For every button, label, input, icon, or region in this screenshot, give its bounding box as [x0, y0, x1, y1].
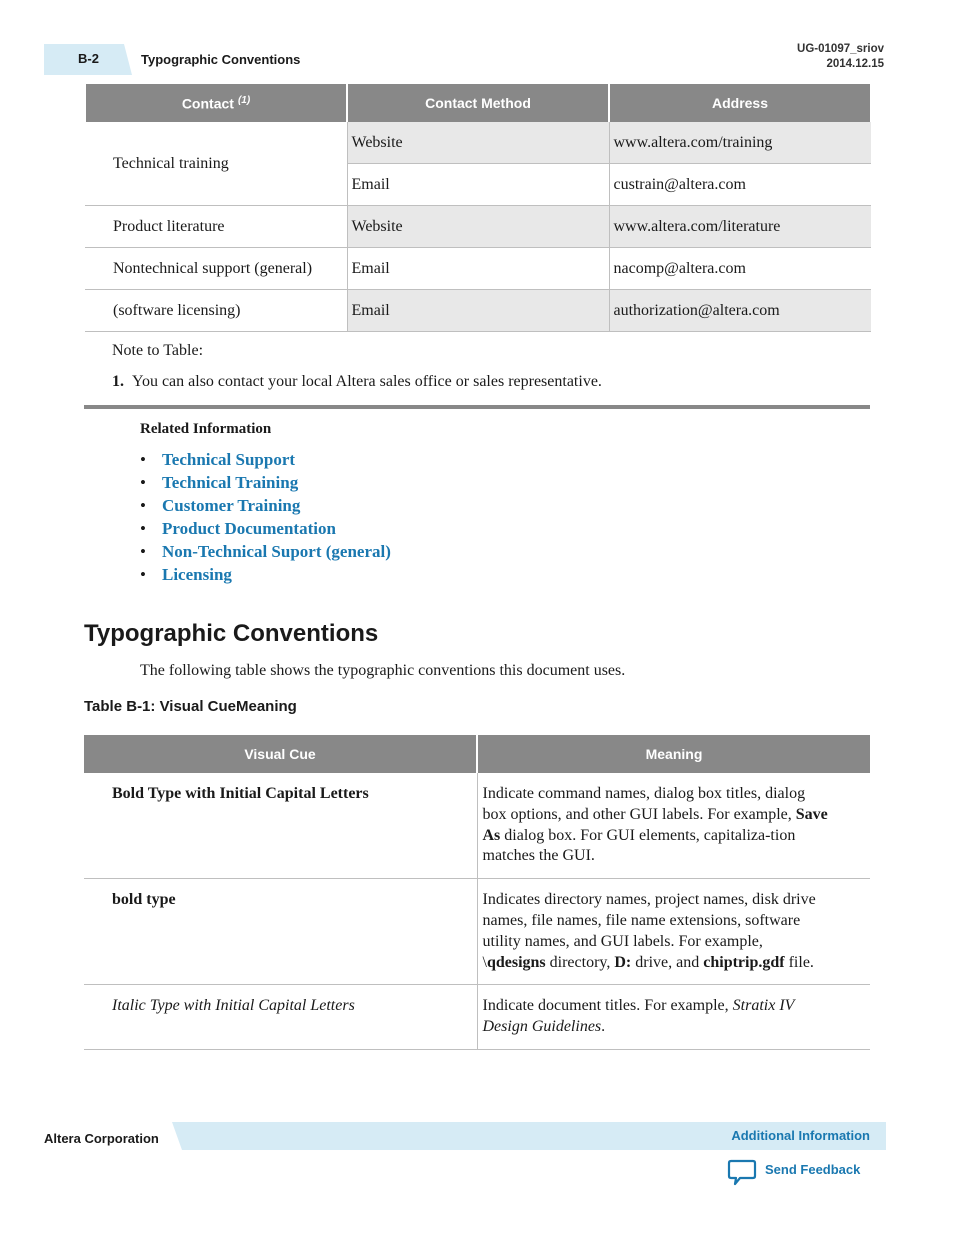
note-number: 1. [112, 373, 124, 390]
table-caption: Table B-1: Visual CueMeaning [84, 698, 297, 715]
table-row [85, 122, 871, 164]
col-header-address: Address [609, 84, 871, 122]
address-cell: nacomp@altera.com [609, 248, 871, 290]
address-cell: custrain@altera.com [609, 164, 871, 206]
visual-cue-cell: bold type [84, 879, 477, 985]
meaning-cell: Indicate command names, dialog box titles, dialog box options, and other GUI labels. For example, Save As dialog box. For GUI elements, capitaliza-tion matches the GUI. [477, 773, 870, 879]
col-header-method: Contact Method [347, 84, 609, 122]
meaning-cell: Indicates directory names, project names, disk drive names, file names, file name extensions, software utility names, and GUI labels. For example, \qdesigns directory, D: drive, and chiptrip.gdf file. [477, 879, 870, 985]
visual-cue-table [84, 735, 870, 1050]
doc-id: UG-01097_sriov [797, 43, 884, 55]
related-link-customer-training[interactable]: • Customer Training [140, 496, 301, 515]
table-row [85, 206, 871, 248]
note-text: You can also contact your local Altera sales office or sales representative. [132, 373, 602, 390]
footer-company: Altera Corporation [44, 1131, 159, 1146]
method-cell: Email [347, 164, 609, 206]
table-note-label: Note to Table: [112, 342, 204, 359]
table-note [112, 373, 602, 391]
footnote-marker: (1) [237, 94, 251, 106]
table-row [85, 290, 871, 332]
method-cell: Website [347, 122, 609, 164]
table-row [85, 248, 871, 290]
address-cell: www.altera.com/training [609, 122, 871, 164]
section-divider [84, 405, 870, 409]
section-heading: Typographic Conventions [84, 620, 379, 647]
page-number: B-2 [78, 51, 99, 66]
contact-cell: Product literature [85, 206, 347, 248]
bullet: • [140, 473, 146, 492]
contact-cell: (software licensing) [85, 290, 347, 332]
contact-table [84, 84, 872, 332]
method-cell: Email [347, 248, 609, 290]
table-row [84, 773, 870, 879]
doc-date: 2014.12.15 [826, 58, 884, 70]
col-header-meaning: Meaning [477, 735, 870, 773]
col-header-visual-cue: Visual Cue [84, 735, 477, 773]
related-link-non-technical-support[interactable]: • Non-Technical Suport (general) [140, 542, 391, 561]
address-cell: www.altera.com/literature [609, 206, 871, 248]
bullet: • [140, 496, 146, 515]
bullet: • [140, 565, 146, 584]
speech-bubble-icon[interactable] [727, 1159, 757, 1187]
footer-section-link[interactable]: Additional Information [731, 1128, 870, 1143]
meaning-cell: Indicate document titles. For example, Stratix IV Design Guidelines. [477, 985, 870, 1050]
address-cell: authorization@altera.com [609, 290, 871, 332]
running-section-title: Typographic Conventions [141, 52, 301, 67]
bullet: • [140, 519, 146, 538]
related-links [140, 449, 391, 587]
method-cell: Email [347, 290, 609, 332]
related-link-product-documentation[interactable]: • Product Documentation [140, 519, 336, 538]
related-link-licensing[interactable]: • Licensing [140, 565, 232, 584]
related-link-technical-training[interactable]: • Technical Training [140, 473, 299, 492]
bullet: • [140, 542, 146, 561]
bullet: • [140, 450, 146, 469]
col-header-contact: Contact $^{(1)}$ [85, 84, 347, 122]
visual-cue-cell: Italic Type with Initial Capital Letters [84, 985, 477, 1050]
contact-cell: Nontechnical support (general) [85, 248, 347, 290]
contact-cell: Technical training [85, 122, 347, 206]
related-link-technical-support[interactable]: • Technical Support [140, 450, 296, 469]
send-feedback-link[interactable]: Send Feedback [765, 1162, 861, 1177]
visual-cue-cell: Bold Type with Initial Capital Letters [84, 773, 477, 879]
table-row [84, 879, 870, 985]
method-cell: Website [347, 206, 609, 248]
related-info-heading: Related Information [140, 421, 272, 437]
section-intro: The following table shows the typographic conventions this document uses. [140, 662, 626, 679]
document-id [797, 42, 884, 72]
table-row [84, 985, 870, 1050]
